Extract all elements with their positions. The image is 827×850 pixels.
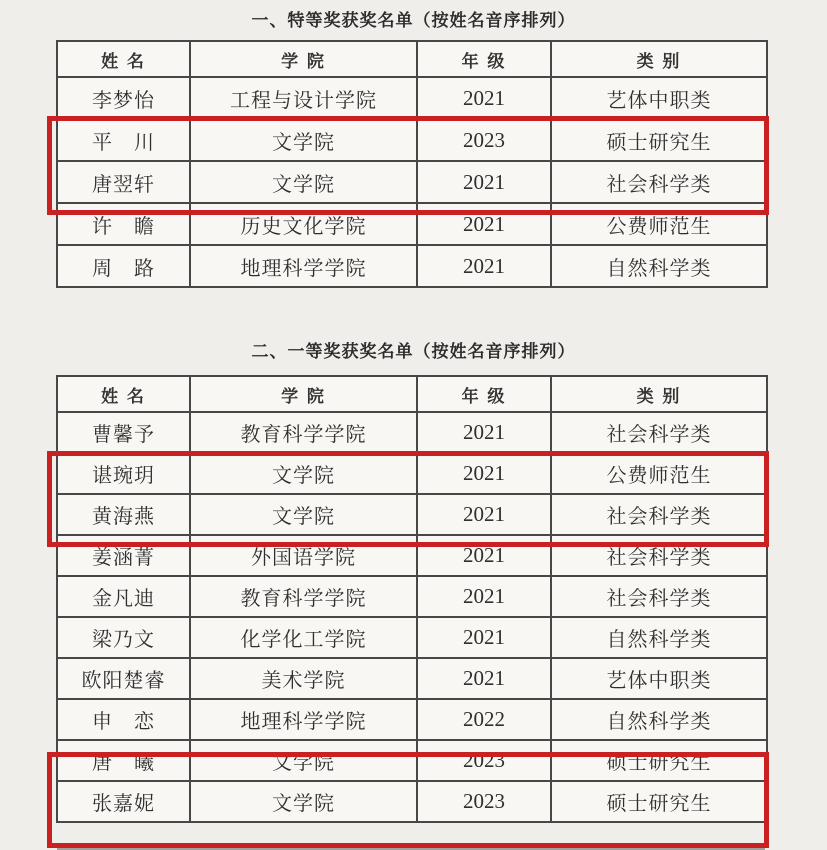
table-row-highlighted [57,781,767,822]
section1-title: 一、特等奖获奖名单（按姓名音序排列） [251,11,576,30]
table-row [57,658,767,699]
special-award-table-body [57,77,767,287]
table-row [57,535,767,576]
column-header-grade: 年 级 [417,376,551,412]
column-header-category: 类 别 [551,376,767,412]
cell-college: 工程与设计学院 [190,77,417,119]
special-award-table [56,40,768,288]
cell-college: 文学院 [190,781,417,822]
cell-name: 唐 曦 [57,740,190,781]
table-row [57,203,767,245]
cell-name: 许 瞻 [57,203,190,245]
cell-name: 唐翌轩 [57,161,190,203]
table-row-highlighted [57,453,767,494]
cell-name: 姜涵菁 [57,535,190,576]
column-header-name: 姓 名 [57,376,190,412]
cell-category: 社会科学类 [551,494,767,535]
first-award-table-header [57,376,767,412]
cell-category: 硕士研究生 [551,119,767,161]
table-row [57,77,767,119]
cell-grade: 2021 [417,161,551,203]
cell-grade: 2021 [417,412,551,453]
table-row [57,699,767,740]
cell-name: 平 川 [57,119,190,161]
column-header-grade: 年 级 [417,41,551,77]
column-header-category: 类 别 [551,41,767,77]
cell-category: 公费师范生 [551,203,767,245]
cell-category: 自然科学类 [551,245,767,287]
cell-college: 文学院 [190,740,417,781]
cell-grade: 2021 [417,617,551,658]
table-row-highlighted [57,119,767,161]
cell-grade: 2021 [417,576,551,617]
cell-college: 文学院 [190,494,417,535]
cell-grade: 2023 [417,119,551,161]
cell-grade: 2021 [417,453,551,494]
first-award-table [56,375,768,823]
table-row [57,245,767,287]
cell-grade: 2023 [417,781,551,822]
cell-grade: 2021 [417,245,551,287]
column-header-college: 学 院 [190,376,417,412]
cell-name: 梁乃文 [57,617,190,658]
cell-name: 曹馨予 [57,412,190,453]
cell-name: 申 恋 [57,699,190,740]
cell-category: 社会科学类 [551,161,767,203]
cell-college: 历史文化学院 [190,203,417,245]
cell-grade: 2021 [417,494,551,535]
cell-grade: 2023 [417,740,551,781]
cell-college: 美术学院 [190,658,417,699]
header-row [57,376,767,412]
section2-title: 二、一等奖获奖名单（按姓名音序排列） [251,342,576,361]
cell-college: 文学院 [190,119,417,161]
cell-name: 黄海燕 [57,494,190,535]
first-award-table-body [57,412,767,822]
table-row-highlighted [57,161,767,203]
cell-college: 文学院 [190,161,417,203]
cell-grade: 2021 [417,658,551,699]
cell-grade: 2022 [417,699,551,740]
cell-name: 谌琬玥 [57,453,190,494]
table-row [57,412,767,453]
cell-category: 艺体中职类 [551,77,767,119]
cell-college: 化学化工学院 [190,617,417,658]
cell-name: 周 路 [57,245,190,287]
cell-college: 地理科学学院 [190,245,417,287]
table-row [57,617,767,658]
cell-category: 艺体中职类 [551,658,767,699]
header-row [57,41,767,77]
cell-name: 欧阳楚睿 [57,658,190,699]
cell-category: 自然科学类 [551,617,767,658]
cell-college: 地理科学学院 [190,699,417,740]
cell-name: 张嘉妮 [57,781,190,822]
cell-college: 教育科学学院 [190,412,417,453]
cell-category: 社会科学类 [551,412,767,453]
cell-name: 金凡迪 [57,576,190,617]
cell-category: 公费师范生 [551,453,767,494]
cell-category: 社会科学类 [551,576,767,617]
table-row [57,576,767,617]
cell-grade: 2021 [417,535,551,576]
column-header-college: 学 院 [190,41,417,77]
cell-name: 李梦怡 [57,77,190,119]
cell-category: 社会科学类 [551,535,767,576]
table-row-highlighted [57,494,767,535]
cell-grade: 2021 [417,203,551,245]
column-header-name: 姓 名 [57,41,190,77]
cell-college: 教育科学学院 [190,576,417,617]
cell-college: 外国语学院 [190,535,417,576]
cell-category: 硕士研究生 [551,781,767,822]
cell-category: 硕士研究生 [551,740,767,781]
special-award-table-header [57,41,767,77]
cell-college: 文学院 [190,453,417,494]
table-row-highlighted [57,740,767,781]
cell-category: 自然科学类 [551,699,767,740]
cell-grade: 2021 [417,77,551,119]
